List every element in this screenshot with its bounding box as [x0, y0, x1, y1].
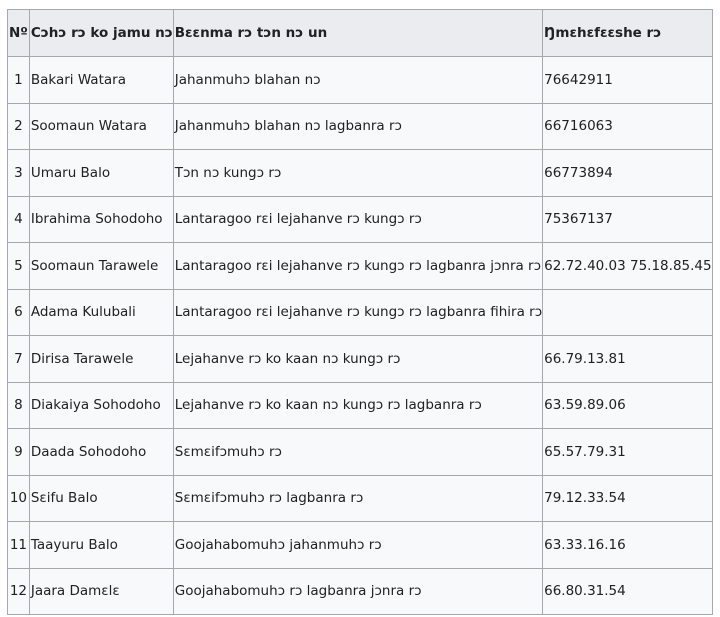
table-row	[8, 196, 713, 243]
header-role: Bɛɛnma rɔ tɔn nɔ un	[173, 10, 542, 57]
cell-phone: 79.12.33.54	[543, 475, 713, 522]
cell-number: 4	[8, 196, 30, 243]
table-header-row	[8, 10, 713, 57]
table-row	[8, 522, 713, 569]
header-name: Cɔhɔ rɔ ko jamu nɔ	[29, 10, 173, 57]
cell-role: Tɔn nɔ kungɔ rɔ	[173, 150, 542, 197]
cell-number: 3	[8, 150, 30, 197]
cell-name: Adama Kulubali	[29, 289, 173, 336]
cell-number: 1	[8, 57, 30, 104]
cell-phone: 66.79.13.81	[543, 336, 713, 383]
cell-number: 10	[8, 475, 30, 522]
cell-name: Sɛifu Balo	[29, 475, 173, 522]
cell-role: Goojahabomuhɔ jahanmuhɔ rɔ	[173, 522, 542, 569]
table-row	[8, 150, 713, 197]
cell-role: Lantaragoo rɛi lejahanve rɔ kungɔ rɔ lagbanra jɔnra rɔ	[173, 243, 542, 290]
cell-role: Sɛmɛifɔmuhɔ rɔ lagbanra rɔ	[173, 475, 542, 522]
cell-role: Lantaragoo rɛi lejahanve rɔ kungɔ rɔ lagbanra fihira rɔ	[173, 289, 542, 336]
table-row	[8, 429, 713, 476]
cell-role: Lejahanve rɔ ko kaan nɔ kungɔ rɔ	[173, 336, 542, 383]
cell-number: 5	[8, 243, 30, 290]
cell-name: Soomaun Tarawele	[29, 243, 173, 290]
cell-number: 12	[8, 568, 30, 615]
cell-phone: 76642911	[543, 57, 713, 104]
cell-name: Soomaun Watara	[29, 103, 173, 150]
cell-phone: 75367137	[543, 196, 713, 243]
cell-name: Umaru Balo	[29, 150, 173, 197]
cell-phone: 63.59.89.06	[543, 382, 713, 429]
cell-number: 7	[8, 336, 30, 383]
cell-role: Lantaragoo rɛi lejahanve rɔ kungɔ rɔ	[173, 196, 542, 243]
cell-phone: 66773894	[543, 150, 713, 197]
table-row	[8, 475, 713, 522]
cell-phone: 62.72.40.03 75.18.85.45	[543, 243, 713, 290]
cell-name: Jaara Damɛlɛ	[29, 568, 173, 615]
cell-number: 2	[8, 103, 30, 150]
cell-role: Jahanmuhɔ blahan nɔ	[173, 57, 542, 104]
table-row	[8, 568, 713, 615]
table-row	[8, 103, 713, 150]
cell-name: Dirisa Tarawele	[29, 336, 173, 383]
table-row	[8, 57, 713, 104]
header-number: Nº	[8, 10, 30, 57]
cell-name: Daada Sohodoho	[29, 429, 173, 476]
cell-phone	[543, 289, 713, 336]
cell-phone: 65.57.79.31	[543, 429, 713, 476]
cell-number: 8	[8, 382, 30, 429]
header-phone: Ŋmɛhɛfɛɛshe rɔ	[543, 10, 713, 57]
cell-role: Lejahanve rɔ ko kaan nɔ kungɔ rɔ lagbanra rɔ	[173, 382, 542, 429]
cell-name: Bakari Watara	[29, 57, 173, 104]
cell-number: 9	[8, 429, 30, 476]
cell-phone: 66.80.31.54	[543, 568, 713, 615]
members-table	[7, 9, 713, 615]
cell-name: Ibrahima Sohodoho	[29, 196, 173, 243]
table-row	[8, 243, 713, 290]
table-row	[8, 382, 713, 429]
table-row	[8, 289, 713, 336]
table-row	[8, 336, 713, 383]
cell-name: Taayuru Balo	[29, 522, 173, 569]
cell-role: Jahanmuhɔ blahan nɔ lagbanra rɔ	[173, 103, 542, 150]
cell-role: Sɛmɛifɔmuhɔ rɔ	[173, 429, 542, 476]
cell-number: 11	[8, 522, 30, 569]
cell-name: Diakaiya Sohodoho	[29, 382, 173, 429]
cell-role: Goojahabomuhɔ rɔ lagbanra jɔnra rɔ	[173, 568, 542, 615]
cell-phone: 63.33.16.16	[543, 522, 713, 569]
cell-number: 6	[8, 289, 30, 336]
cell-phone: 66716063	[543, 103, 713, 150]
